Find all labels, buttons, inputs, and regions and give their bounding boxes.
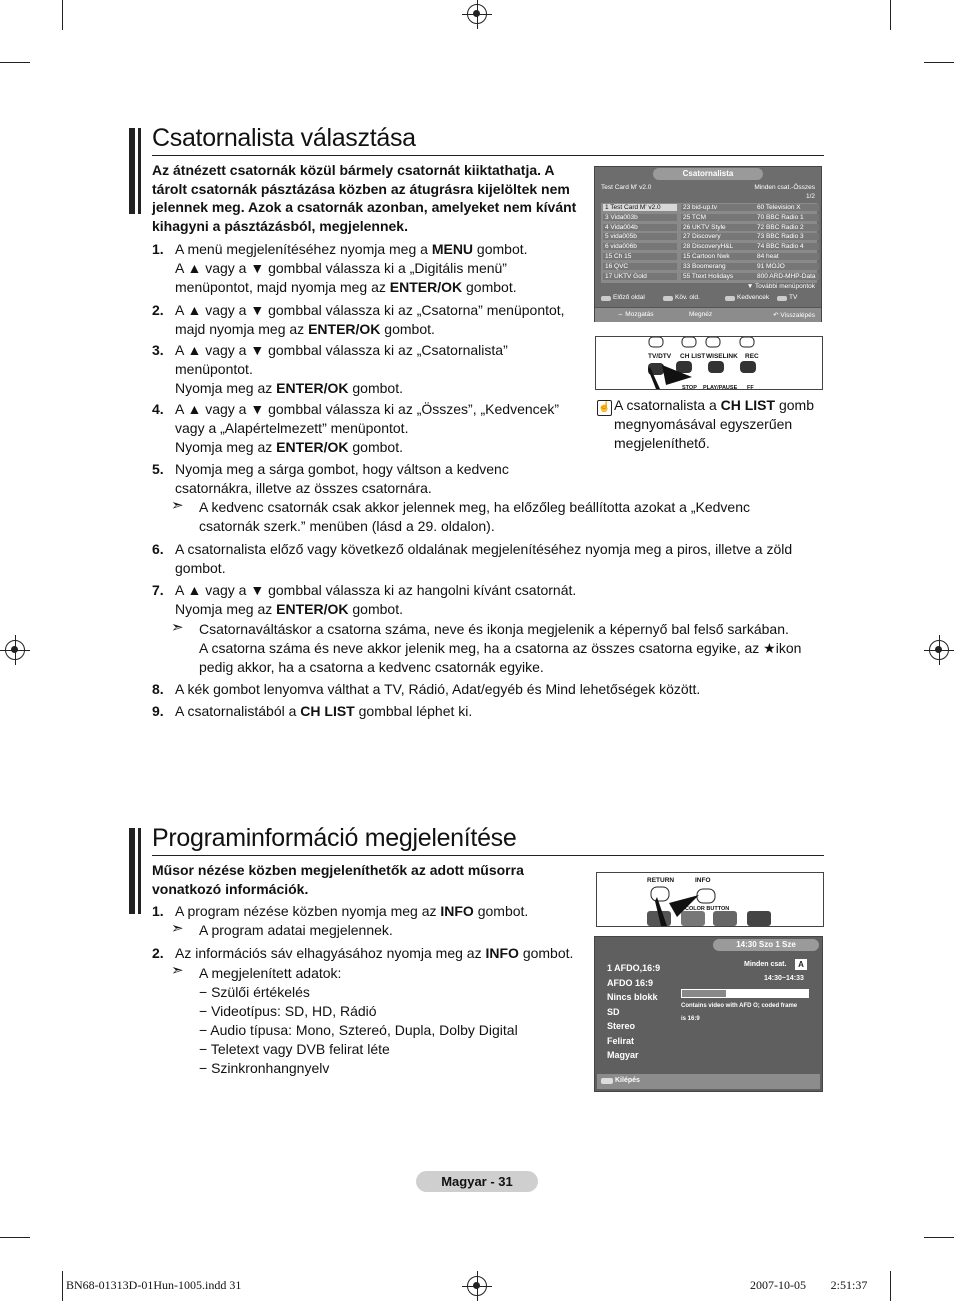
channel-item: 1 Test Card M' v2.0	[603, 204, 677, 211]
registration-mark-icon	[467, 4, 487, 24]
text-line: csatornákra, illetve az összes csatornára.	[175, 480, 432, 496]
text-line: A menü megjelenítéséhez nyomja meg a MENU gombot.	[175, 241, 528, 257]
channel-item: 72 BBC Radio 2	[755, 224, 819, 231]
info-details	[607, 961, 660, 1063]
more-items: ▼ További menüpontok	[746, 283, 815, 290]
chlist-label: CH LIST	[680, 353, 706, 360]
text-line: A csatorna száma és neve akkor jelenik meg, ha a csatorna az összes csatorna egyike, az ★ikon	[199, 640, 802, 656]
channel-item: 73 BBC Radio 3	[755, 233, 819, 240]
text-line: A kék gombot lenyomva válthat a TV, Rádió, Adat/egyéb és Mind lehetőségek között.	[175, 681, 701, 697]
step-text	[175, 680, 700, 699]
crop-mark	[890, 1271, 891, 1301]
title-rule	[152, 155, 824, 156]
step-text	[175, 702, 472, 721]
text-line: Nyomja meg a sárga gombot, hogy váltson a kedvenc	[175, 461, 509, 477]
wiselink-label: WISELINK	[706, 353, 738, 360]
text-line: A csatornalista előző vagy következő oldalának megjelenítéséhez nyomja meg a piros, illetve a zöld	[175, 541, 793, 557]
info-item: − Szülői értékelés	[199, 984, 310, 1000]
arrow-note-icon: ➣	[171, 619, 184, 636]
text-line: A ▲ vagy a ▼ gombbal válassza ki az hangolni kívánt csatornát.	[175, 582, 577, 598]
page-indicator: 1/2	[805, 193, 815, 200]
text-line: A ▲ vagy a ▼ gombbal válassza ki a „Digitális menü”	[175, 260, 507, 276]
rec-label: REC	[745, 353, 759, 360]
text-line: pedig akkor, ha a csatorna a kedvenc csatornák egyike.	[199, 659, 544, 675]
nav-back: ↶ Visszalépés	[773, 312, 815, 319]
text-line: Nyomja meg az ENTER/OK gombot.	[175, 380, 403, 396]
channel-item: 74 BBC Radio 4	[755, 243, 819, 250]
detail-line: AFDO 16:9	[607, 977, 654, 988]
crop-mark	[890, 0, 891, 30]
info-items	[199, 983, 518, 1078]
info-item: − Videotípus: SD, HD, Rádió	[199, 1003, 377, 1019]
channel-item: 800 ARD-MHP-Data	[755, 273, 819, 280]
text-line: Csatornaváltáskor a csatorna száma, neve és ikonja megjelenik a képernyő bal felső sarkában.	[199, 621, 789, 637]
slug-file: BN68-01313D-01Hun-1005.indd 31	[66, 1278, 242, 1292]
page-number: Magyar - 31	[416, 1171, 538, 1192]
info-label: INFO	[695, 877, 711, 884]
note-text	[199, 620, 801, 677]
detail-line: Felirat	[607, 1035, 635, 1046]
osd-title: Csatornalista	[653, 168, 763, 180]
intro-line: vonatkozó információk.	[152, 880, 309, 897]
step-number: 4.	[152, 401, 164, 417]
step-text	[175, 400, 559, 457]
remote-illustration	[595, 336, 823, 390]
step-text	[175, 301, 565, 339]
step-number: 1.	[152, 241, 164, 257]
note-text: A program adatai megjelennek.	[199, 922, 393, 938]
registration-mark-icon	[467, 1276, 487, 1296]
progress-fill	[682, 990, 726, 997]
channel-item: 28 DiscoveryH&L	[681, 243, 755, 250]
channel-item: 4 Vida004b	[603, 224, 677, 231]
program-description: Contains video with AFD O; coded frame	[681, 1003, 798, 1009]
channel-item: 84 heat	[755, 253, 819, 260]
channel-item: 60 Television X	[755, 204, 819, 211]
tvdtv-label: TV/DTV	[648, 353, 672, 360]
channel-list-screen	[594, 166, 822, 322]
info-screen	[594, 936, 823, 1092]
channel-item: 27 Discovery	[681, 233, 755, 240]
note-text	[199, 498, 750, 536]
color-button-label: Előző oldal	[613, 294, 645, 301]
return-label: RETURN	[647, 877, 675, 884]
crop-mark	[0, 62, 30, 63]
channel-item: 25 TCM	[681, 214, 755, 221]
text-line: menüpontot, majd nyomja meg az ENTER/OK gombot.	[175, 279, 517, 295]
color-buttons	[601, 293, 817, 305]
section-bar	[138, 128, 141, 214]
color-button-label: Kedvencek	[737, 294, 770, 301]
exit-label: Kilépés	[615, 1077, 640, 1084]
text-line: majd nyomja meg az ENTER/OK gombot.	[175, 321, 435, 337]
step-text: Az információs sáv elhagyásához nyomja meg az INFO gombot.	[175, 945, 574, 961]
filter-label: Minden csat.-Összes	[754, 184, 815, 191]
text-line: A ▲ vagy a ▼ gombbal válassza ki az „Összes”, „Kedvencek”	[175, 401, 560, 417]
crop-mark	[924, 62, 954, 63]
stop-label: STOP	[682, 385, 697, 391]
remote-illustration	[596, 872, 824, 927]
nav-watch: Megnéz	[689, 311, 713, 318]
color-button-label: COLOR BUTTON	[685, 906, 730, 912]
text-line: vagy a „Alapértelmezett” menüpontot.	[175, 420, 409, 436]
section-intro	[152, 861, 592, 898]
step-number: 8.	[152, 681, 164, 697]
detail-line: Nincs blokk	[607, 992, 658, 1002]
step-text	[175, 341, 508, 398]
color-button-icon	[777, 296, 787, 301]
step-number: 9.	[152, 703, 164, 719]
exit-bar	[597, 1074, 820, 1089]
channel-item: 6 vida006b	[603, 243, 677, 250]
remote-buttons-icon	[596, 337, 822, 389]
step-number: 6.	[152, 541, 164, 557]
step-number: 1.	[152, 903, 164, 919]
channel-item: 26 UKTV Style	[681, 224, 755, 231]
step-number: 2.	[152, 302, 164, 318]
step-number: 7.	[152, 582, 164, 598]
section-bar	[129, 128, 135, 214]
text-line: A kedvenc csatornák csak akkor jelennek meg, ha előzőleg beállította azokat a „Kedvenc	[199, 499, 750, 515]
note-text: A megjelenített adatok:	[199, 965, 342, 981]
text-line: A csatornalistából a CH LIST gombbal léphet ki.	[175, 703, 473, 719]
step-number: 3.	[152, 342, 164, 358]
crop-mark	[924, 1237, 954, 1238]
tip-line: megnyomásával egyszerűen	[614, 416, 793, 432]
channel-filter: Minden csat.	[744, 961, 787, 968]
info-item: − Teletext vagy DVB felirat léte	[199, 1041, 390, 1057]
channel-item: 16 QVC	[603, 263, 677, 270]
intro-line: Műsor nézése közben megjeleníthetők az adott műsorra	[152, 862, 524, 878]
clock: 14:30 Szo 1 Sze	[713, 939, 819, 951]
slug-date: 2007-10-05 ￿￿ 2:51:37	[750, 1278, 868, 1292]
tip-text	[614, 396, 834, 453]
detail-line: 1 AFDO,16:9	[607, 963, 661, 973]
step-text	[175, 240, 528, 297]
detail-line: Magyar	[607, 1050, 639, 1060]
channel-item: 70 BBC Radio 1	[755, 214, 819, 221]
channel-item: 17 UKTV Gold	[603, 273, 677, 280]
arrow-note-icon: ➣	[171, 497, 184, 514]
crop-mark	[0, 1237, 30, 1238]
section-title: Programinformáció megjelenítése	[152, 824, 517, 852]
channel-item: 23 bid-up.tv	[681, 204, 755, 211]
step-number: 5.	[152, 461, 164, 477]
text-line: menüpontot.	[175, 361, 253, 377]
step-text	[175, 460, 509, 498]
hand-note-icon: ☝	[597, 400, 612, 416]
playpause-label: PLAY/PAUSE	[703, 385, 738, 391]
detail-line: SD	[607, 1006, 620, 1017]
text-line: Nyomja meg az ENTER/OK gombot.	[175, 601, 403, 617]
step-text	[175, 540, 792, 578]
arrow-note-icon: ➣	[171, 962, 184, 979]
info-item: − Szinkronhangnyelv	[199, 1060, 330, 1076]
nav-bar	[595, 307, 821, 322]
program-time: 14:30~14:33	[764, 975, 804, 982]
tip-line: A csatornalista a CH LIST gomb	[614, 397, 814, 413]
section-intro: Az átnézett csatornák közül bármely csatornát kiiktathatja. A tárolt csatornák pásztázása közben az átugrásra kijelöltek nem jelennek meg. Azok a csatornák azonban, amelyeket nem kívánt kihagyni a pásztázásból, megjelennek.	[152, 162, 577, 234]
color-button-icon	[663, 296, 673, 301]
title-rule	[152, 855, 824, 856]
program-description: is 16:9	[681, 1016, 700, 1022]
channel-item: 3 Vida003b	[603, 214, 677, 221]
tip-line: megjeleníthető.	[614, 435, 710, 451]
arrow-note-icon: ➣	[171, 920, 184, 937]
channel-item: 5 vida005b	[603, 233, 677, 240]
channel-item: 15 Cartoon Nwk	[681, 253, 755, 260]
current-channel: Test Card M' v2.0	[601, 184, 652, 191]
step-text: A program nézése közben nyomja meg az INFO gombot.	[175, 903, 529, 919]
channel-item: 33 Boomerang	[681, 263, 755, 270]
color-button-icon	[601, 296, 611, 301]
channel-item: 91 MOJO	[755, 263, 819, 270]
section-bar	[138, 828, 141, 914]
section-bar	[129, 828, 135, 914]
registration-mark-icon	[5, 640, 25, 660]
rating-badge: A	[795, 959, 807, 970]
nav-move: ⇔ Mozgatás	[617, 311, 654, 318]
text-line: A ▲ vagy a ▼ gombbal válassza ki az „Csatornalista”	[175, 342, 508, 358]
detail-line: Stereo	[607, 1021, 636, 1031]
step-number: 2.	[152, 945, 164, 961]
progress-bar	[681, 989, 809, 998]
color-button-label: Köv. old.	[675, 294, 700, 301]
crop-mark	[62, 0, 63, 30]
crop-mark	[62, 1271, 63, 1301]
text-line: Nyomja meg az ENTER/OK gombot.	[175, 439, 403, 455]
step-text	[175, 581, 576, 619]
channel-item: 55 Ttext Holidays	[681, 273, 755, 280]
text-line: csatornák szerk.” menüben (lásd a 29. oldalon).	[199, 518, 495, 534]
exit-button-icon	[601, 1078, 613, 1084]
info-item: − Audio típusa: Mono, Sztereó, Dupla, Dolby Digital	[199, 1022, 518, 1038]
text-line: gombot.	[175, 560, 226, 576]
section-title: Csatornalista választása	[152, 124, 416, 152]
color-button-icon	[725, 296, 735, 301]
ff-label: FF	[747, 385, 754, 391]
color-button-label: TV	[789, 294, 798, 301]
channel-item: 15 Ch 15	[603, 253, 677, 260]
registration-mark-icon	[929, 640, 949, 660]
text-line: A ▲ vagy a ▼ gombbal válassza ki az „Csatorna” menüpontot,	[175, 302, 565, 318]
channel-grid	[601, 203, 817, 283]
